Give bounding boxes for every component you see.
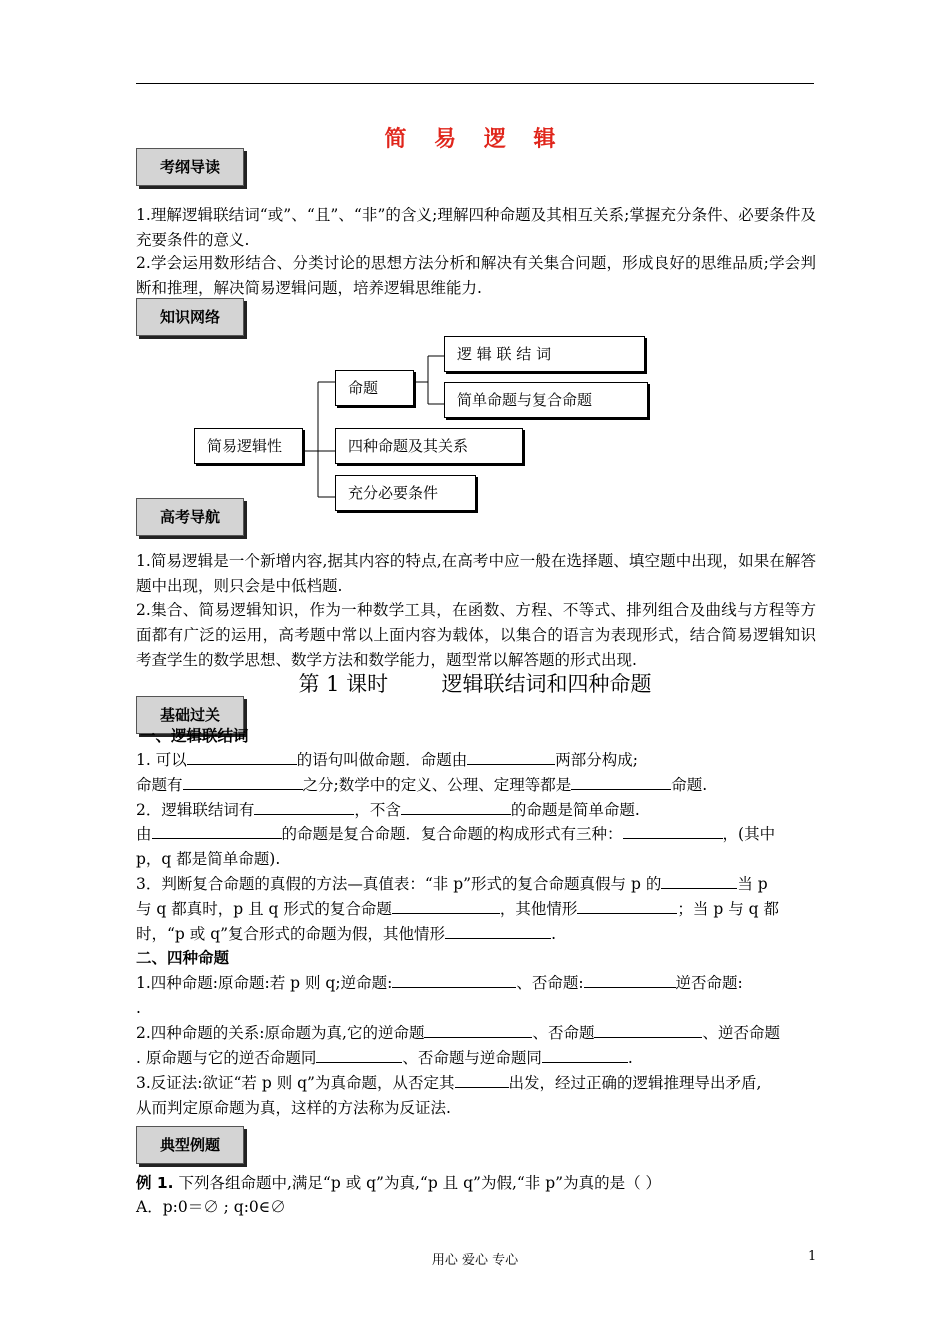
fill-line-13 <box>136 1071 761 1095</box>
gaokao-paragraph-2: 2.集合、简易逻辑知识，作为一种数学工具，在函数、方程、不等式、排列组合及曲线与方程等方面都有广泛的运用，高考题中常以上面内容为载体，以集合的语言为表现形式，结合简易逻辑知识考查学生的数学思想、数学方法和数学能力，题型常以解答题的形式出现. <box>136 601 816 669</box>
fill-text: 当 p <box>737 875 768 893</box>
fill-text: 命题有 <box>136 776 183 794</box>
fill-line-2 <box>136 773 707 797</box>
fill-line-8 <box>136 922 556 946</box>
example-1-option-a: A．p:0＝∅ ; q:0∈∅ <box>136 1198 286 1216</box>
section-tag-jichu: 基础过关 <box>136 696 244 734</box>
fill-text: 命题. <box>671 776 708 794</box>
part2-heading: 二、四种命题 <box>136 949 230 967</box>
answer-blank <box>152 822 282 839</box>
fill-line-11 <box>136 1021 780 1045</box>
gaokao-paragraph-1: 1.简易逻辑是一个新增内容,据其内容的特点,在高考中应一般在选择题、填空题中出现，如果在解答题中出现，则只会是中低档题. <box>136 552 816 595</box>
fill-line-7 <box>136 897 779 921</box>
fill-text: ，(其中 <box>722 825 776 843</box>
fill-text: 之分;数学中的定义、公理、定理等都是 <box>302 776 572 794</box>
fill-line-10: . <box>136 999 141 1017</box>
answer-blank <box>424 1021 532 1038</box>
section-tag-dianxing: 典型例题 <box>136 1126 244 1164</box>
fill-line-12 <box>136 1046 633 1070</box>
fill-text: 的语句叫做命题．命题由 <box>296 751 468 769</box>
fill-text: . <box>551 925 556 943</box>
answer-blank <box>455 1071 509 1088</box>
fill-line-14: 从而判定原命题为真，这样的方法称为反证法. <box>136 1099 451 1117</box>
answer-blank <box>392 897 500 914</box>
fill-text: 2．逻辑联结词有 <box>136 801 255 819</box>
fill-text: 1.四种命题:原命题:若 p 则 q;逆命题: <box>136 974 393 992</box>
fill-text: 、否命题 <box>532 1024 595 1042</box>
fill-text: 的命题是复合命题．复合命题的构成形式有三种： <box>281 825 623 843</box>
answer-blank <box>254 798 354 815</box>
fill-text: 时，“p 或 q”复合形式的命题为假，其他情形 <box>136 925 446 943</box>
answer-blank <box>623 822 723 839</box>
fill-text: 3．判断复合命题的真假的方法—真值表：“非 p”形式的复合命题真假与 p 的 <box>136 875 662 893</box>
page-number: 1 <box>808 1249 817 1264</box>
diagram-node-lianjieci: 逻 辑 联 结 词 <box>444 336 645 372</box>
fill-text: 与 q 都真时，p 且 q 形式的复合命题 <box>136 900 392 918</box>
fill-text: 出发，经过正确的逻辑推理导出矛盾, <box>508 1074 762 1092</box>
fill-text: ，不含 <box>354 801 401 819</box>
fill-text: 的命题是简单命题. <box>510 801 640 819</box>
fill-text: 、逆否命题 <box>702 1024 780 1042</box>
fill-text: 3.反证法:欲证“若 p 则 q”为真命题，从否定其 <box>136 1074 455 1092</box>
fill-text: . 原命题与它的逆否命题同 <box>136 1049 317 1067</box>
fill-text: ，其他情形 <box>499 900 578 918</box>
diagram-node-sizhong: 四种命题及其关系 <box>335 428 523 464</box>
fill-text: 1. 可以 <box>136 751 187 769</box>
fill-text: ；当 p 与 q 都 <box>677 900 779 918</box>
fill-text: 2.四种命题的关系:原命题为真,它的逆命题 <box>136 1024 425 1042</box>
fill-line-4 <box>136 822 775 846</box>
section-tag-zhishi: 知识网络 <box>136 298 244 336</box>
fill-line-1 <box>136 748 638 772</box>
answer-blank <box>584 971 676 988</box>
fill-text: . <box>627 1049 633 1067</box>
section-tag-gaokao: 高考导航 <box>136 498 244 536</box>
diagram-node-mingti: 命题 <box>335 370 414 406</box>
example-text: 下列各组命题中,满足“p 或 q”为真,“p 且 q”为假,“非 p”为真的是（ ） <box>173 1174 662 1192</box>
answer-blank <box>661 872 737 889</box>
fill-text: 、否命题与逆命题同 <box>402 1049 542 1067</box>
answer-blank <box>467 748 555 765</box>
fill-text: 由 <box>136 825 152 843</box>
section-tag-kaogang: 考纲导读 <box>136 148 244 186</box>
page-title: 简 易 逻 辑 <box>384 127 566 152</box>
answer-blank <box>445 922 551 939</box>
kaogang-paragraph-2: 2.学会运用数形结合、分类讨论的思想方法分析和解决有关集合问题，形成良好的思维品质;学会判断和推理，解决简易逻辑问题，培养逻辑思维能力. <box>136 254 816 297</box>
answer-blank <box>392 971 516 988</box>
fill-line-5: p，q 都是简单命题). <box>136 850 281 868</box>
diagram-node-chongfen: 充分必要条件 <box>335 475 476 511</box>
fill-line-9 <box>136 971 743 995</box>
fill-text: 逆否命题: <box>675 974 743 992</box>
diagram-node-jiandan: 简单命题与复合命题 <box>444 382 648 418</box>
diagram-node-root: 简易逻辑性 <box>194 428 303 464</box>
page-footer: 用心 爱心 专心 <box>431 1253 519 1268</box>
fill-text: 两部分构成; <box>555 751 638 769</box>
part1-heading: 一、逻辑联结词 <box>140 727 249 745</box>
fill-line-6 <box>136 872 768 896</box>
lesson-title: 第 1 课时 逻辑联结词和四种命题 <box>298 672 652 696</box>
answer-blank <box>183 773 303 790</box>
answer-blank <box>316 1046 402 1063</box>
kaogang-paragraph-1: 1.理解逻辑联结词“或”、“且”、“非”的含义;理解四种命题及其相互关系;掌握充分条件、必要条件及充要条件的意义. <box>136 206 816 249</box>
answer-blank <box>594 1021 702 1038</box>
answer-blank <box>542 1046 628 1063</box>
answer-blank <box>401 798 511 815</box>
answer-blank <box>577 897 677 914</box>
fill-text: 、否命题: <box>516 974 584 992</box>
example-label: 例 1. <box>136 1174 174 1192</box>
example-1 <box>136 1171 661 1195</box>
fill-line-3 <box>136 798 640 822</box>
answer-blank <box>571 773 671 790</box>
answer-blank <box>187 748 297 765</box>
